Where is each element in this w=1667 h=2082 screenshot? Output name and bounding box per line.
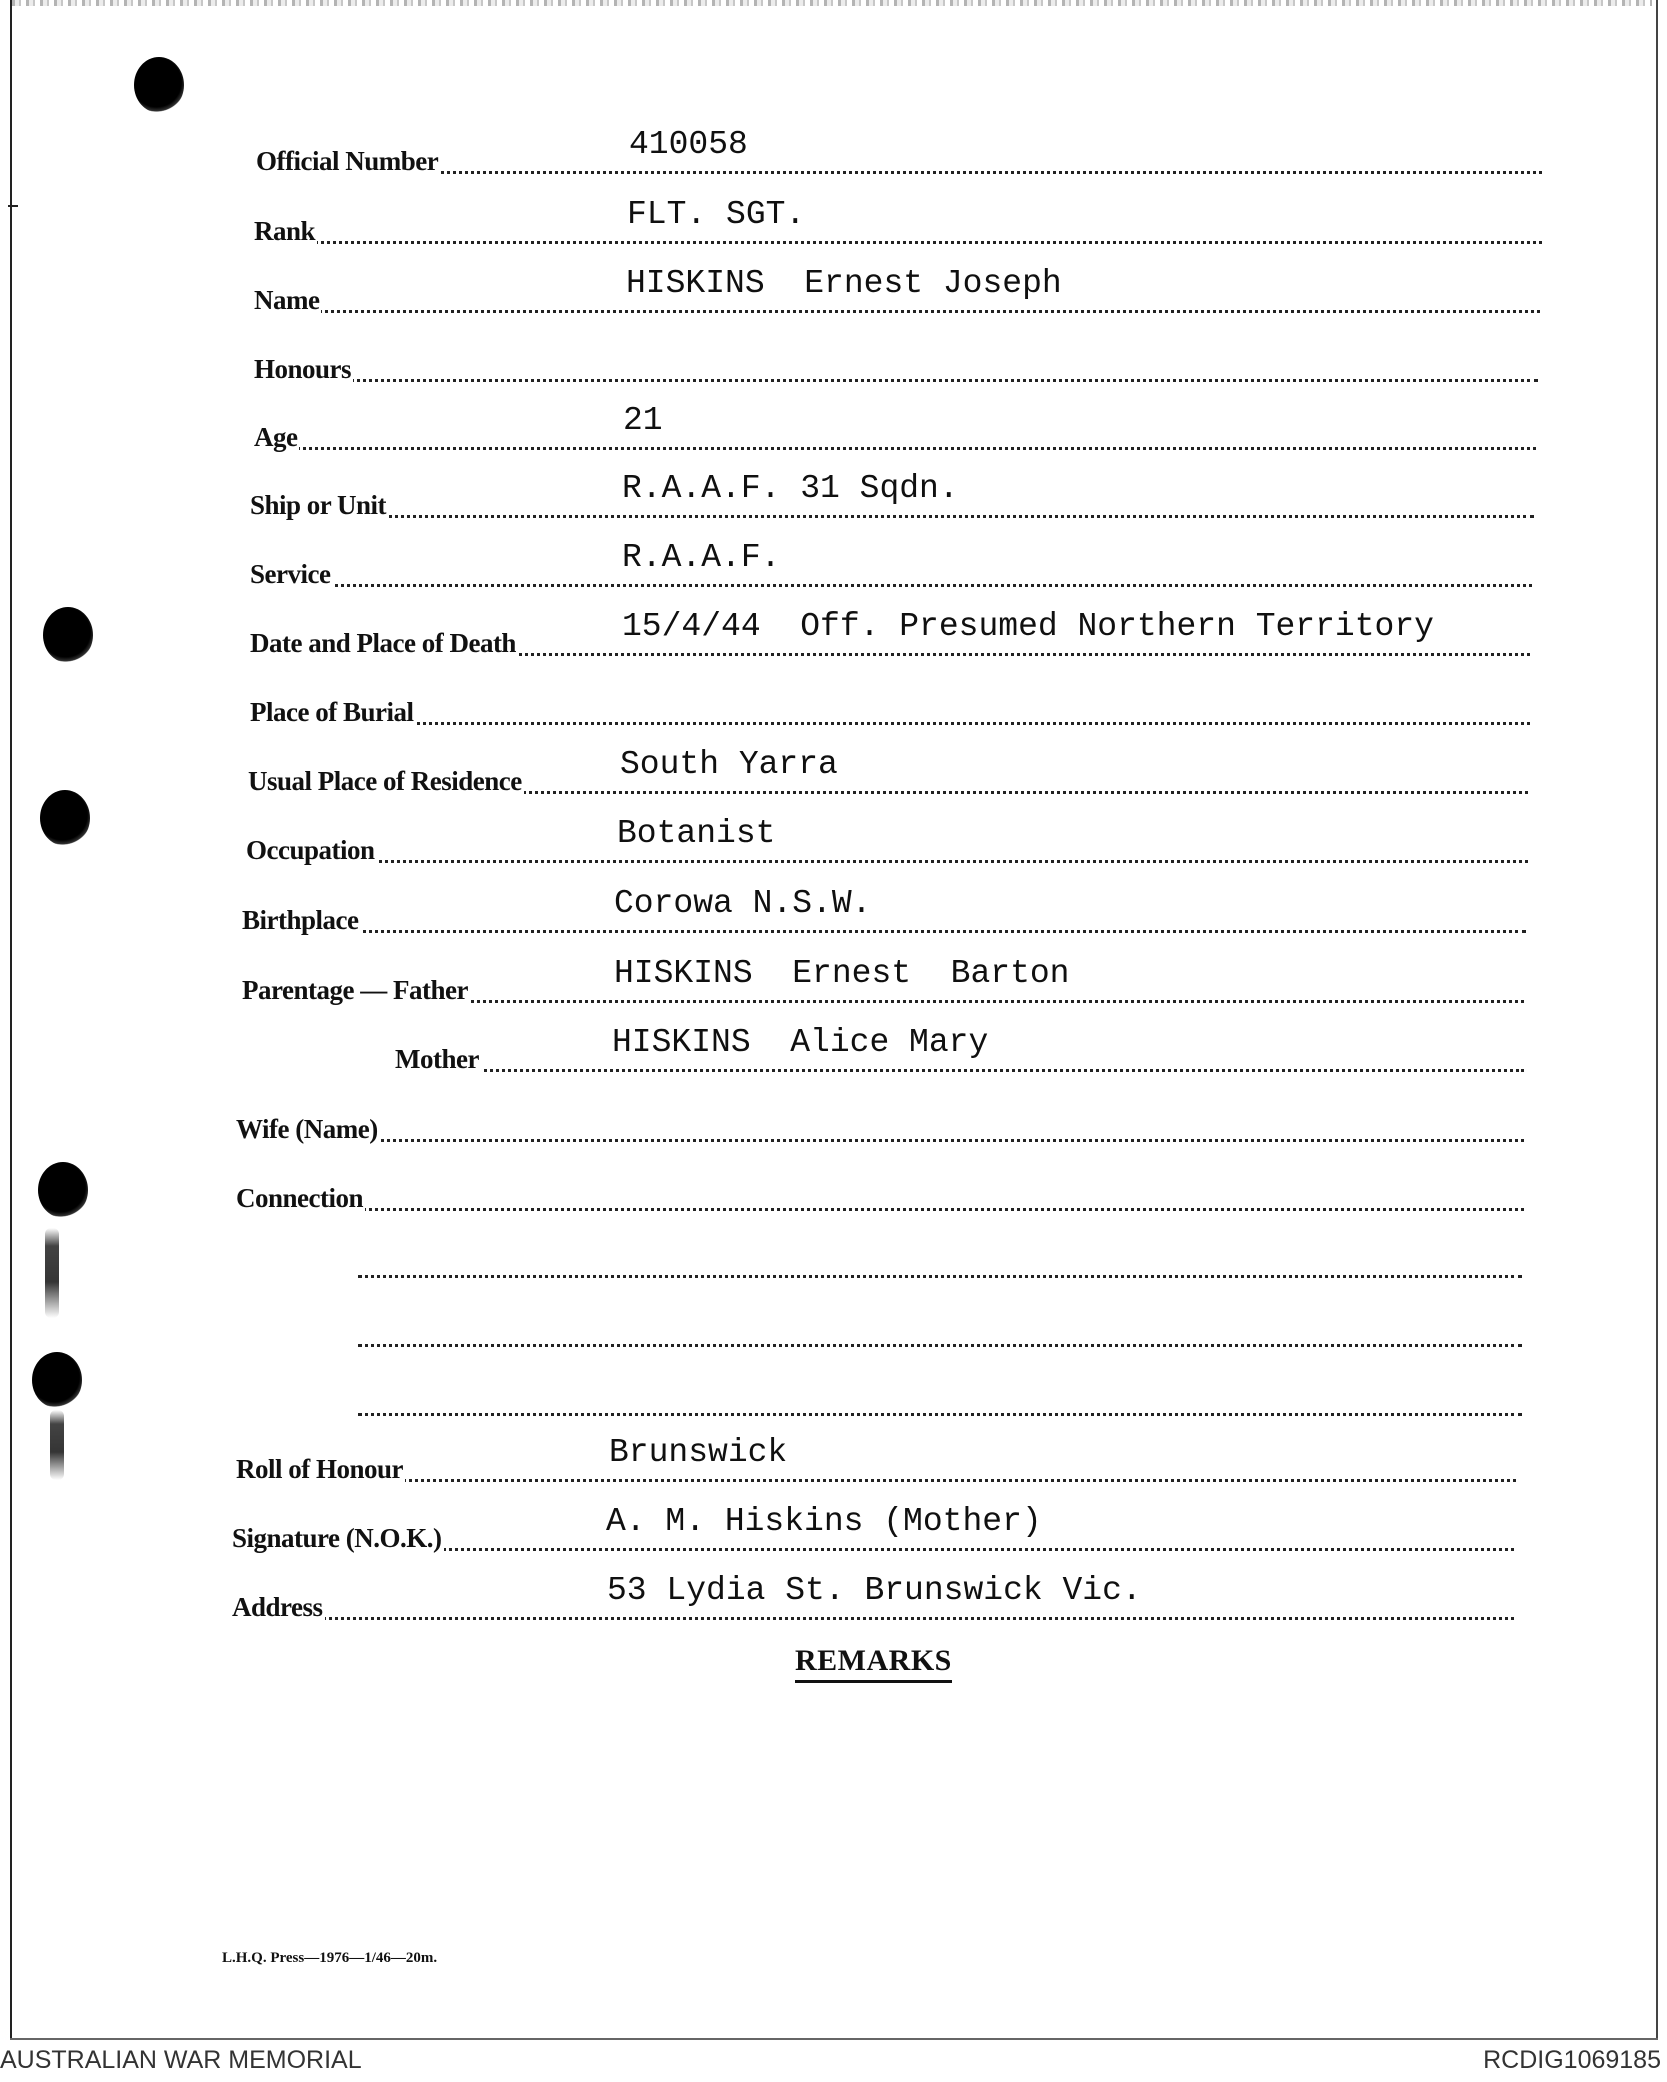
punch-hole-icon (32, 1352, 82, 1408)
field-label: Place of Burial (250, 697, 414, 727)
punch-hole-icon (134, 57, 184, 113)
dotted-line (395, 1069, 1524, 1072)
field-value: R.A.A.F. 31 Sqdn. (622, 470, 959, 507)
field-value: R.A.A.F. (622, 539, 781, 576)
dotted-line (232, 1617, 1514, 1620)
dotted-line (250, 584, 1532, 587)
field-connection (236, 1157, 1524, 1217)
field-value: A. M. Hiskins (Mother) (606, 1503, 1042, 1540)
field-value: 15/4/44 Off. Presumed Northern Territory (622, 608, 1434, 645)
field-usual-residence (248, 740, 1528, 800)
field-label: Roll of Honour (236, 1454, 404, 1484)
field-value: FLT. SGT. (627, 196, 806, 233)
field-wife (236, 1088, 1524, 1148)
field-value: 53 Lydia St. Brunswick Vic. (607, 1572, 1142, 1609)
field-label: Birthplace (242, 905, 359, 935)
remarks-heading: REMARKS (795, 1644, 952, 1683)
dotted-line (236, 1208, 1524, 1211)
punch-hole-icon (38, 1162, 88, 1218)
field-official-number (256, 120, 1542, 180)
dotted-line (254, 310, 1540, 313)
field-label: Age (254, 422, 298, 452)
field-age (254, 396, 1536, 456)
dotted-line (254, 379, 1538, 382)
field-value: HISKINS Alice Mary (612, 1024, 989, 1061)
field-signature (232, 1497, 1514, 1557)
punch-hole-icon (40, 790, 90, 846)
field-value: 21 (623, 402, 663, 439)
field-label: Parentage — Father (242, 975, 468, 1005)
field-value: 410058 (629, 126, 748, 163)
dotted-line (256, 171, 1542, 174)
page-right-edge (1656, 0, 1658, 2040)
connection-extra-line (358, 1271, 1522, 1278)
dotted-line (250, 722, 1530, 725)
field-value: Brunswick (609, 1434, 788, 1471)
field-date-place-death (250, 602, 1530, 662)
connection-extra-line (358, 1340, 1522, 1347)
field-value: South Yarra (620, 746, 838, 783)
field-label: Address (232, 1592, 323, 1622)
field-mother (395, 1018, 1524, 1078)
page-left-edge (10, 0, 12, 2040)
dotted-line (236, 1479, 1516, 1482)
field-label: Official Number (256, 146, 439, 176)
field-label: Date and Place of Death (250, 628, 516, 658)
field-roll-of-honour (236, 1428, 1516, 1488)
dotted-line (242, 930, 1526, 933)
field-label: Mother (395, 1044, 479, 1074)
field-place-of-burial (250, 671, 1530, 731)
field-label: Rank (254, 216, 316, 246)
page-bottom-edge (10, 2038, 1658, 2040)
margin-mark-tick (8, 205, 18, 207)
field-label: Connection (236, 1183, 364, 1213)
field-occupation (246, 809, 1528, 869)
margin-mark (10, 190, 12, 228)
field-label: Wife (Name) (236, 1114, 378, 1144)
footer-reference: RCDIG1069185 (1483, 2046, 1661, 2074)
field-label: Ship or Unit (250, 490, 387, 520)
field-label: Signature (N.O.K.) (232, 1523, 442, 1553)
field-label: Name (254, 285, 320, 315)
field-value: HISKINS Ernest Barton (614, 955, 1070, 992)
field-father (242, 949, 1524, 1009)
field-address (232, 1566, 1514, 1626)
field-birthplace (242, 879, 1526, 939)
dotted-line (250, 515, 1534, 518)
field-rank (254, 190, 1542, 250)
ink-smudge (50, 1410, 64, 1480)
dotted-line (246, 860, 1528, 863)
footer-institution: AUSTRALIAN WAR MEMORIAL (0, 2046, 362, 2074)
field-ship-or-unit (250, 464, 1534, 524)
field-label: Service (250, 559, 331, 589)
field-value: Corowa N.S.W. (614, 885, 872, 922)
field-name (254, 259, 1540, 319)
field-label: Occupation (246, 835, 375, 865)
connection-extra-line (358, 1409, 1522, 1416)
field-service (250, 533, 1532, 593)
field-label: Honours (254, 354, 352, 384)
printer-imprint: L.H.Q. Press—1976—1/46—20m. (222, 1950, 438, 1966)
punch-hole-icon (43, 607, 93, 663)
field-honours (254, 328, 1538, 388)
ink-smudge (45, 1228, 59, 1318)
dotted-line (254, 241, 1542, 244)
field-label: Usual Place of Residence (248, 766, 522, 796)
field-value: Botanist (617, 815, 776, 852)
dotted-line (254, 447, 1536, 450)
dotted-line (236, 1139, 1524, 1142)
page-top-edge (12, 0, 1652, 6)
field-value: HISKINS Ernest Joseph (626, 265, 1062, 302)
